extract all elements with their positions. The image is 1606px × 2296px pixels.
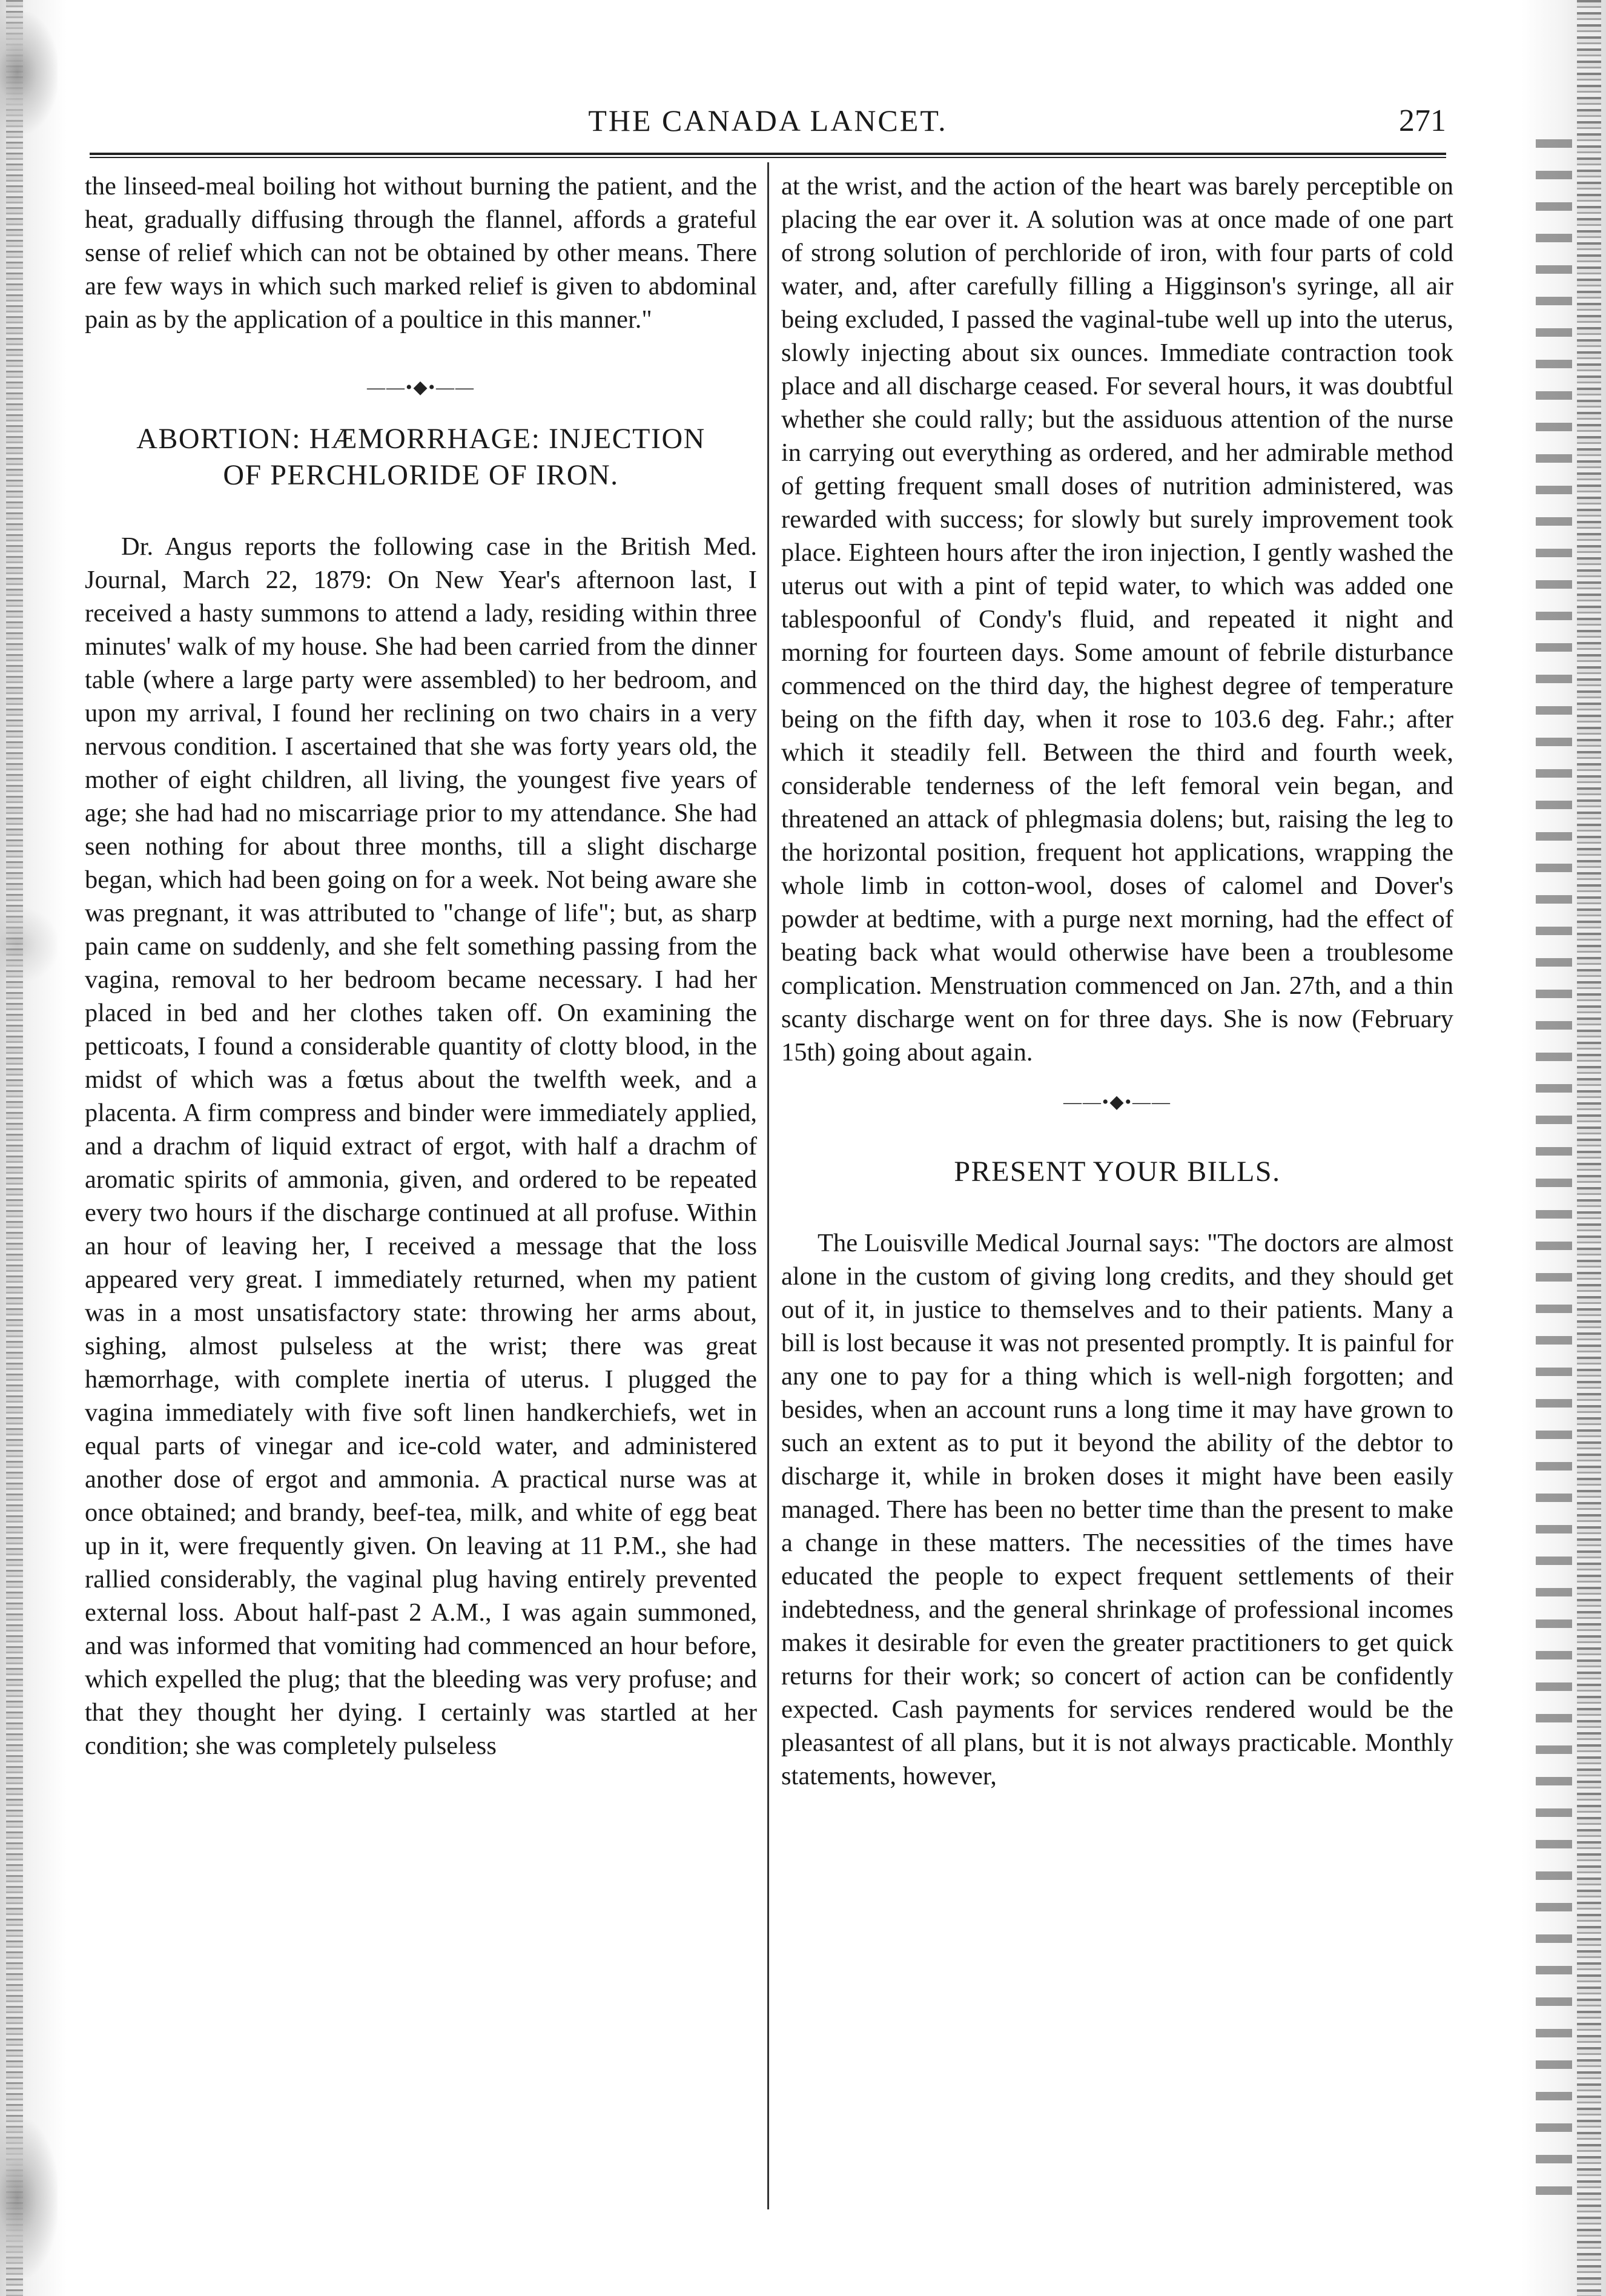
article-paragraph: Dr. Angus reports the following case in the British Med. Journal, March 22, 1879: On New Year's afternoon last, I received a hasty summons to attend a lady, residing within three minutes' walk of my house. She had been carried from the dinner table (where a large party were assembled) to her bedroom, and upon my arrival, I found her reclining on two chairs in a very nervous condition. I ascertained that she was forty years old, the mother of eight children, all living, the youngest five years of age; she had had no miscarriage prior to my attendance. She had seen nothing for about three months, till a slight discharge began, which had been going on for a week. Not being aware she was pregnant, it was attributed to "change of life"; but, as sharp pain came on suddenly, and she felt something passing from the vagina, removal to her bedroom became necessary. I had her placed in bed and her clothes taken off. On examining the petticoats, I found a considerable quantity of clotty blood, in the midst of which was a fœtus about the twelfth week, and a placenta. A firm compress and binder were immediately applied, and a drachm of liquid extract of ergot, with half a drachm of aromatic spirits of ammonia, given, and ordered to be repeated every two hours if the discharge continued at all profuse. Within an hour of leaving her, I received a message that the loss appeared very great. I immediately returned, when my patient was in a most unsatisfactory state: throwing her arms about, sighing, almost pulseless at the wrist; there was great hæmorrhage, with complete inertia of uterus. I plugged the vagina immediately with five soft linen handkerchiefs, wet in equal parts of vinegar and ice-cold water, and administered another dose of ergot and ammonia. A practical nurse was at once obtained; and brandy, beef-tea, milk, and white of egg beat up in it, were frequently given. On leaving at 11 P.M., she had rallied considerably, the vaginal plug having entirely prevented external loss. About half-past 2 A.M., I was again summoned, and was informed that vomiting had commenced an hour before, which expelled the plug; that the bleeding was very profuse; and that they thought her dying. I certainly was startled at her condition; she was completely pulseless xyxy=(85,532,757,1760)
scan-blot xyxy=(0,2120,58,2277)
article-title: PRESENT YOUR BILLS. xyxy=(954,1156,1281,1188)
scan-right-edge xyxy=(1521,0,1606,2296)
section-ornament: ——•◆•—— xyxy=(1063,1092,1172,1112)
bleed-through-strip xyxy=(1577,0,1601,2296)
binding-shadow xyxy=(6,0,23,2296)
bleed-through-marks xyxy=(1536,139,1572,2198)
page-number: 271 xyxy=(1399,104,1446,138)
section-ornament: ——•◆•—— xyxy=(366,377,475,397)
right-column xyxy=(781,170,1453,1793)
header-rule xyxy=(90,153,1446,158)
journal-title: THE CANADA LANCET. xyxy=(588,104,948,137)
article-paragraph: The Louisville Medical Journal says: "The doctors are almost alone in the custom of giving long credits, and they should get out of it, in justice to themselves and to their patients. Many a bill is lost because it was not presented promptly. It is painful for any one to pay for a thing which is well-nigh forgotten; and besides, when an account runs a long time it may have grown to such an extent as to put it beyond the ability of the debtor to discharge it, while in broken doses it might have been easily managed. There has been no better time than the present to make a change in these matters. The necessities of the times have educated the people to expect frequent settlements of their indebtedness, and the general shrinkage of professional incomes makes it desirable for even the greater practitioners to get quick returns for their work; so concert of action can be confidently expected. Cash payments for services rendered would be the pleasantest of all plans, but it is not always practicable. Monthly statements, however, xyxy=(781,1229,1453,1790)
article-title-line: OF PERCHLORIDE OF IRON. xyxy=(223,459,619,491)
running-head xyxy=(90,97,1446,151)
scan-blot xyxy=(0,908,58,981)
column-divider xyxy=(767,162,769,2209)
scan-left-edge xyxy=(0,0,67,2296)
continuation-paragraph: the linseed-meal boiling hot without burning the patient, and the heat, gradually diffusing through the flannel, affords a grateful sense of relief which can not be obtained by other means. There are few ways in which such marked relief is given to abdominal pain as by the application of a poultice in this manner." xyxy=(85,172,757,334)
article-title-line: ABORTION: HÆMORRHAGE: INJECTION xyxy=(136,423,706,455)
left-column xyxy=(85,170,757,1762)
scan-blot xyxy=(0,12,58,133)
article-paragraph: at the wrist, and the action of the heart was barely perceptible on placing the ear over it. A solution was at once made of one part of strong solution of perchloride of iron, with four parts of cold water, and, after carefully filling a Higginson's syringe, all air being excluded, I passed the vaginal-tube well up into the uterus, slowly injecting about six ounces. Immediate contraction took place and all discharge ceased. For several hours, it was doubtful whether she could rally; but the assiduous attention of the nurse in carrying out everything as ordered, and her admirable method of getting frequent small doses of nutrition administered, was rewarded with success; for slowly but surely improvement took place. Eighteen hours after the iron injection, I gently washed the uterus out with a pint of tepid water, to which was added one tablespoonful of Condy's fluid, and repeated it night and morning for fourteen days. Some amount of febrile disturbance commenced on the third day, the highest degree of temperature being on the fifth day, when it rose to 103.6 deg. Fahr.; after which it steadily fell. Between the third and fourth week, considerable tenderness of the left femoral vein began, and threatened an attack of phlegmasia dolens; but, raising the leg to the horizontal position, frequent hot applications, wrapping the whole limb in cotton-wool, doses of calomel and Dover's powder at bedtime, with a purge next morning, had the effect of beating back what would otherwise have been a troublesome complication. Menstruation commenced on Jan. 27th, and a thin scanty discharge went on for three days. She is now (February 15th) going about again. xyxy=(781,172,1453,1067)
article-title xyxy=(85,421,757,494)
